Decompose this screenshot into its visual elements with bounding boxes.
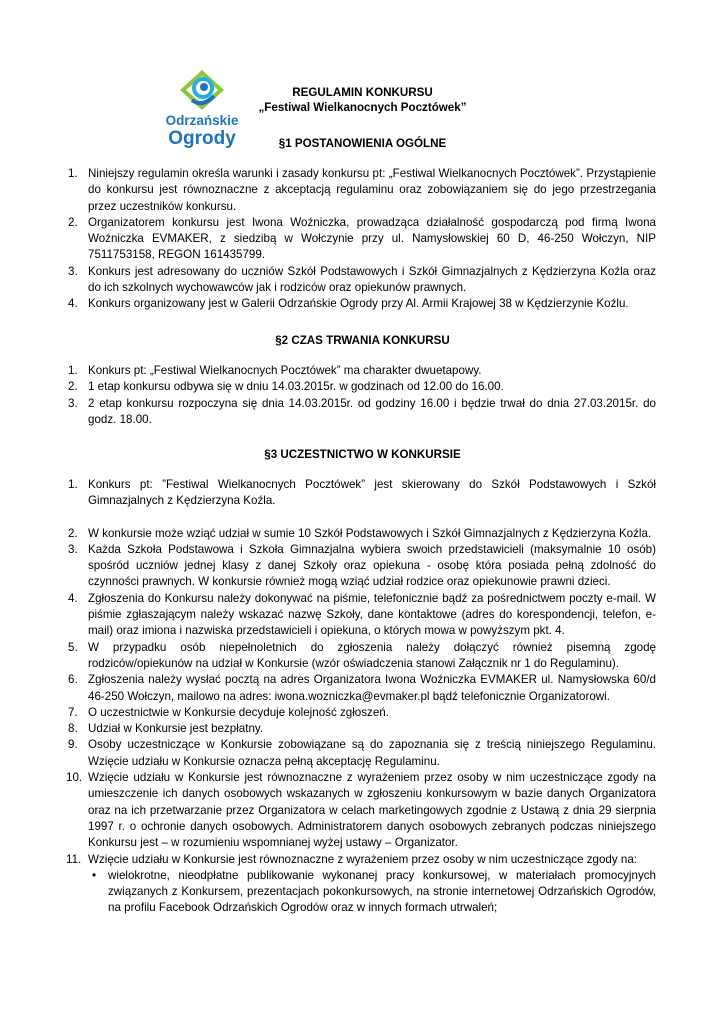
item-text: Wzięcie udziału w Konkursie jest równoznaczne z wyrażeniem przez osoby w nim uczestniczące zgody na umieszczenie ich danych osobowych wskazanych w zgłoszeniu konkursowym w bazie danych Organizatora oraz na ich przetwarzanie przez Organizatora w celach marketingowych zgodnie z Ustawą z dnia 29 sierpnia 1997 r. o ochronie danych osobowych. Administratorem danych osobowych zebranych podczas niniejszego Konkursu jest – w rozumieniu wspomnianej wyżej ustawy – Organizator. [88, 771, 656, 850]
list-item [68, 396, 656, 429]
item-text: Konkurs organizowany jest w Galerii Odrzańskie Ogrody przy Al. Armii Krajowej 38 w Kędzierzynie Koźlu. [88, 297, 629, 311]
list-item [68, 526, 656, 542]
sub-list-item [88, 868, 656, 917]
item-number: 10. [66, 771, 83, 785]
item-number: 5. [68, 640, 78, 654]
list-item [68, 542, 656, 591]
item-number: 4. [68, 297, 78, 311]
item-number: 8. [68, 722, 78, 736]
list-item [68, 166, 656, 215]
section-1-heading: §1 POSTANOWIENIA OGÓLNE [278, 137, 447, 150]
item-number: 7. [68, 705, 78, 719]
item-text: O uczestnictwie w Konkursie decyduje kolejność zgłoszeń. [88, 705, 389, 719]
item-text: 1 etap konkursu odbywa się w dniu 14.03.2015r. w godzinach od 12.00 do 16.00. [88, 380, 504, 394]
item-number: 1. [68, 167, 78, 180]
list-item [68, 477, 656, 510]
item-text: 2 etap konkursu rozpoczyna się dnia 14.03.2015r. od godziny 16.00 i będzie trwał do dnia 27.03.2015r. do godz. 18.00. [88, 396, 656, 426]
item-number: 9. [68, 738, 78, 752]
item-text: Zgłoszenia do Konkursu należy dokonywać na piśmie, telefonicznie bądź za pośrednictwem poczty e-mail. W piśmie zgłaszającym należy wskazać nazwę Szkoły, dane kontaktowe (adres do korespondencji, telefon, e-mail) oraz imiona i nazwiska przedstawicieli i opiekuna, o których mowa w powyższym pkt. 4. [88, 591, 656, 638]
list-item [68, 215, 656, 264]
list-item [68, 721, 656, 737]
item-text: Wzięcie udziału w Konkursie jest równoznaczne z wyrażeniem przez osoby w nim uczestniczące zgody na: [88, 852, 638, 866]
item-number: 2. [68, 526, 78, 540]
item-text: Konkurs jest adresowany do uczniów Szkół Podstawowych i Szkół Gimnazjalnych z Kędzierzyna Koźla oraz do ich szkolnych wychowawców jak i rodziców oraz opiekunów prawnych. [88, 264, 656, 295]
section-2-heading: §2 CZAS TRWANIA KONKURSU [275, 334, 450, 347]
document-subtitle: „Festiwal Wielkanocnych Pocztówek” [258, 101, 467, 114]
list-item [68, 379, 656, 395]
section-1-list [68, 166, 656, 313]
list-item [68, 770, 656, 851]
list-item [68, 363, 656, 379]
list-item [68, 705, 656, 721]
list-item [68, 737, 656, 770]
item-number: 3. [68, 396, 78, 410]
item-text: Każda Szkoła Podstawowa i Szkoła Gimnazjalna wybiera swoich przedstawicieli (maksymalnie 10 osób) spośród uczniów jednej klasy z danej Szkoły oraz opiekuna - osobę która posiada pełną zdolność do czynności prawnych. W konkursie również mogą wziąć udział rodzice oraz opiekunowie prawni dzieci. [88, 542, 656, 589]
sub-item-text: wielokrotne, nieodpłatne publikowanie wykonanej pracy konkursowej, w materiałach promocyjnych związanych z Konkursem, prezentacjach pokonkursowych, na stronie internetowej Odrzańskich Ogrodów, na profilu Facebook Odrzańskich Ogrodów oraz w innych formach utrwaleń; [108, 868, 656, 915]
list-item [68, 264, 656, 297]
item-number: 11. [66, 852, 82, 866]
item-text: Udział w Konkursie jest bezpłatny. [88, 722, 264, 736]
logo-text-line2: Ogrody [168, 128, 236, 149]
item-text: W przypadku osób niepełnoletnich do zgłoszenia należy dołączyć również pisemną zgodę rodziców/opiekunów na udział w Konkursie (wzór oświadczenia stanowi Załącznik nr 1 do Regulaminu). [88, 640, 656, 670]
item-number: 3. [68, 264, 78, 278]
item-text: W konkursie może wziąć udział w sumie 10 Szkół Podstawowych i Szkół Gimnazjalnych z Kędzierzyna Koźla. [88, 526, 652, 540]
list-item [68, 852, 656, 917]
document-title: REGULAMIN KONKURSU [292, 86, 433, 99]
list-item [68, 640, 656, 673]
item-number: 2. [68, 380, 78, 394]
item-text: Niniejszy regulamin określa warunki i zasady konkursu pt: „Festiwal Wielkanocnych Pocztówek”. Przystąpienie do konkursu jest równoznaczne z akceptacją regulaminu oraz zobowiązaniem się do jego przestrzegania przez uczestników konkursu. [88, 167, 656, 213]
item-number: 1. [68, 478, 78, 491]
logo-text-line1: Odrzańskie [165, 113, 239, 128]
section-3-list [68, 477, 656, 917]
item-text: Konkurs pt: ”Festiwal Wielkanocnych Pocztówek” jest skierowany do Szkół Podstawowych i Szkół Gimnazjalnych z Kędzierzyna Koźla. [88, 478, 656, 508]
item-number: 3. [68, 542, 78, 556]
item-text: Konkurs pt: „Festiwal Wielkanocnych Pocztówek” ma charakter dwuetapowy. [88, 364, 482, 377]
item-text: Osoby uczestniczące w Konkursie zobowiązane są do zapoznania się z treścią niniejszego Regulaminu. Wzięcie udziału w Konkursie oznacza pełną akceptację Regulaminu. [88, 738, 656, 768]
section-2-list [68, 363, 656, 428]
list-item [68, 672, 656, 705]
section-3-heading: §3 UCZESTNICTWO W KONKURSIE [264, 448, 461, 461]
sub-list [88, 868, 656, 917]
item-text: Zgłoszenia należy wysłać pocztą na adres Organizatora Iwona Woźniczka EVMAKER ul. Namysłowska 60/d 46-250 Wołczyn, mailowo na adres: iwona.wozniczka@evmaker.pl bądź telefonicznie Organizatorowi. [88, 673, 656, 703]
item-number: 4. [68, 591, 78, 605]
item-number: 6. [68, 673, 78, 687]
item-number: 1. [68, 364, 78, 377]
item-number: 2. [68, 215, 78, 229]
bullet-icon: • [92, 868, 97, 882]
item-text: Organizatorem konkursu jest Iwona Woźniczka, prowadząca działalność gospodarczą pod firmą Iwona Woźniczka EVMAKER, z siedzibą w Wołczynie przy ul. Namysłowskiej 60 D, 46-250 Wołczyn, NIP 7511753158, REGON 161435799. [88, 215, 656, 262]
list-item [68, 296, 656, 312]
list-item [68, 591, 656, 640]
